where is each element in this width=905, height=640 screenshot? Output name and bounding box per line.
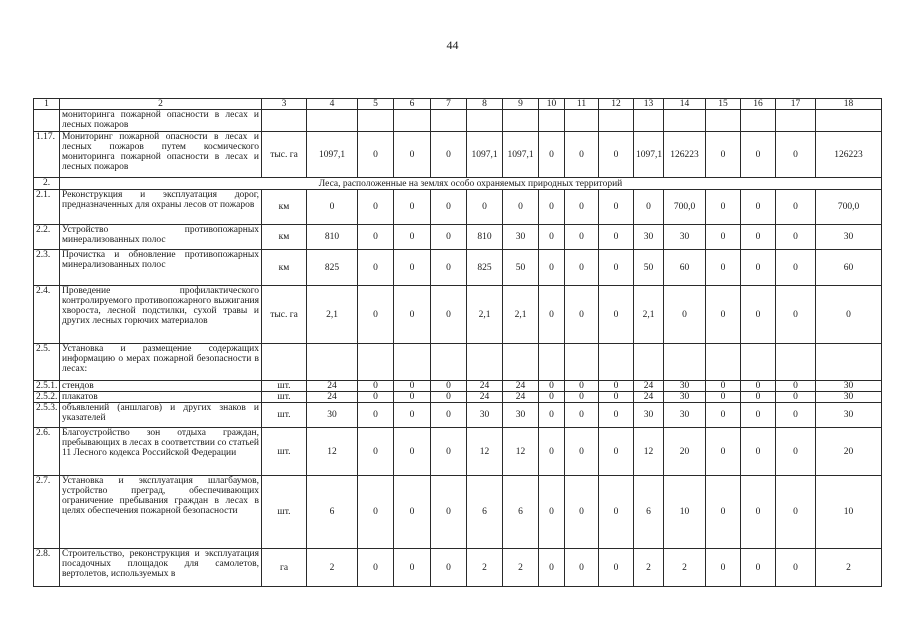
- value-cell: 0: [741, 428, 776, 476]
- value-cell: 0: [599, 132, 634, 178]
- value-cell: 12: [634, 428, 664, 476]
- row-number: 2.8.: [34, 549, 60, 587]
- value-cell: 810: [467, 225, 503, 250]
- value-cell: 0: [741, 190, 776, 225]
- value-cell: 24: [634, 392, 664, 403]
- value-cell: 0: [599, 190, 634, 225]
- row-number: 2.5.3.: [34, 403, 60, 428]
- value-cell: 2: [634, 549, 664, 587]
- unit-cell: тыс. га: [262, 286, 307, 344]
- value-cell: 0: [706, 549, 741, 587]
- column-header: 14: [664, 99, 706, 110]
- row-number: 2.5.: [34, 344, 60, 381]
- value-cell: 0: [431, 190, 467, 225]
- row-number: 2.5.2.: [34, 392, 60, 403]
- measure-name: плакатов: [60, 392, 262, 403]
- value-cell: [503, 110, 539, 132]
- value-cell: 0: [706, 428, 741, 476]
- value-cell: 126223: [816, 132, 882, 178]
- value-cell: [394, 110, 431, 132]
- value-cell: 0: [539, 549, 565, 587]
- unit-cell: шт.: [262, 381, 307, 392]
- table-row: [34, 428, 882, 476]
- value-cell: 0: [706, 286, 741, 344]
- value-cell: 10: [664, 476, 706, 549]
- value-cell: 0: [599, 392, 634, 403]
- value-cell: 0: [394, 225, 431, 250]
- value-cell: 30: [816, 381, 882, 392]
- value-cell: 0: [431, 428, 467, 476]
- value-cell: 24: [503, 392, 539, 403]
- column-header: 3: [262, 99, 307, 110]
- value-cell: 0: [358, 549, 394, 587]
- value-cell: 0: [776, 190, 816, 225]
- value-cell: 2: [503, 549, 539, 587]
- table-row: [34, 225, 882, 250]
- value-cell: 24: [307, 381, 358, 392]
- value-cell: 0: [358, 132, 394, 178]
- value-cell: 6: [503, 476, 539, 549]
- row-number: 2.1.: [34, 190, 60, 225]
- value-cell: 1097,1: [467, 132, 503, 178]
- value-cell: 6: [467, 476, 503, 549]
- value-cell: 0: [741, 392, 776, 403]
- value-cell: [307, 110, 358, 132]
- value-cell: [664, 110, 706, 132]
- unit-cell: [262, 344, 307, 381]
- value-cell: 0: [358, 403, 394, 428]
- value-cell: [467, 110, 503, 132]
- value-cell: 60: [816, 250, 882, 286]
- table-row: [34, 549, 882, 587]
- value-cell: [599, 344, 634, 381]
- value-cell: [706, 110, 741, 132]
- value-cell: 0: [741, 225, 776, 250]
- value-cell: 0: [358, 381, 394, 392]
- value-cell: 24: [467, 381, 503, 392]
- value-cell: 0: [599, 225, 634, 250]
- value-cell: 30: [634, 403, 664, 428]
- unit-cell: км: [262, 190, 307, 225]
- value-cell: 0: [431, 225, 467, 250]
- value-cell: [307, 344, 358, 381]
- unit-cell: шт.: [262, 428, 307, 476]
- section-row: [34, 178, 882, 190]
- unit-cell: шт.: [262, 476, 307, 549]
- value-cell: 825: [307, 250, 358, 286]
- value-cell: 0: [358, 190, 394, 225]
- value-cell: 0: [565, 476, 599, 549]
- value-cell: 0: [467, 190, 503, 225]
- value-cell: 0: [741, 132, 776, 178]
- value-cell: 700,0: [664, 190, 706, 225]
- value-cell: 0: [565, 132, 599, 178]
- row-number: 2.3.: [34, 250, 60, 286]
- table-row: [34, 110, 882, 132]
- value-cell: 2,1: [634, 286, 664, 344]
- value-cell: 0: [565, 428, 599, 476]
- value-cell: 2: [307, 549, 358, 587]
- value-cell: 0: [706, 476, 741, 549]
- value-cell: 0: [599, 250, 634, 286]
- value-cell: 30: [467, 403, 503, 428]
- value-cell: 2,1: [503, 286, 539, 344]
- value-cell: [565, 110, 599, 132]
- unit-cell: км: [262, 250, 307, 286]
- page-number: 44: [446, 38, 459, 52]
- value-cell: 0: [706, 381, 741, 392]
- value-cell: [431, 344, 467, 381]
- unit-cell: тыс. га: [262, 132, 307, 178]
- value-cell: 0: [358, 225, 394, 250]
- unit-cell: шт.: [262, 392, 307, 403]
- value-cell: 0: [539, 190, 565, 225]
- value-cell: 0: [394, 403, 431, 428]
- table-row: [34, 344, 882, 381]
- value-cell: 0: [358, 428, 394, 476]
- value-cell: 0: [431, 392, 467, 403]
- value-cell: 0: [358, 286, 394, 344]
- row-number: 2.2.: [34, 225, 60, 250]
- value-cell: 0: [358, 392, 394, 403]
- value-cell: 0: [599, 403, 634, 428]
- table-row: [34, 190, 882, 225]
- value-cell: 0: [741, 549, 776, 587]
- value-cell: 0: [565, 403, 599, 428]
- value-cell: 0: [706, 190, 741, 225]
- value-cell: 0: [394, 392, 431, 403]
- value-cell: 0: [776, 476, 816, 549]
- value-cell: [431, 110, 467, 132]
- measure-name: Устройство противопожарных минерализованных полос: [60, 225, 262, 250]
- value-cell: 10: [816, 476, 882, 549]
- measure-name: стендов: [60, 381, 262, 392]
- value-cell: 24: [307, 392, 358, 403]
- value-cell: 50: [503, 250, 539, 286]
- value-cell: 2: [467, 549, 503, 587]
- value-cell: [664, 344, 706, 381]
- value-cell: 0: [599, 549, 634, 587]
- table-row: [34, 250, 882, 286]
- value-cell: 0: [776, 381, 816, 392]
- value-cell: 0: [539, 381, 565, 392]
- value-cell: [706, 344, 741, 381]
- value-cell: 0: [539, 403, 565, 428]
- value-cell: 0: [431, 250, 467, 286]
- value-cell: 0: [358, 476, 394, 549]
- value-cell: 0: [431, 549, 467, 587]
- column-header: 6: [394, 99, 431, 110]
- value-cell: 0: [539, 225, 565, 250]
- table-row: [34, 132, 882, 178]
- value-cell: 50: [634, 250, 664, 286]
- column-header: 8: [467, 99, 503, 110]
- value-cell: [467, 344, 503, 381]
- value-cell: [503, 344, 539, 381]
- value-cell: 0: [706, 403, 741, 428]
- column-header: 2: [60, 99, 262, 110]
- value-cell: 700,0: [816, 190, 882, 225]
- value-cell: 30: [816, 225, 882, 250]
- value-cell: 2,1: [307, 286, 358, 344]
- column-header: 15: [706, 99, 741, 110]
- value-cell: 12: [503, 428, 539, 476]
- value-cell: 0: [394, 476, 431, 549]
- measure-name: Благоустройство зон отдыха граждан, пребывающих в лесах в соответствии со статьей 11 Лесного кодекса Российской Федерации: [60, 428, 262, 476]
- value-cell: 6: [307, 476, 358, 549]
- value-cell: 0: [776, 428, 816, 476]
- measure-name: объявлений (аншлагов) и других знаков и указателей: [60, 403, 262, 428]
- unit-cell: [262, 110, 307, 132]
- value-cell: 0: [394, 381, 431, 392]
- value-cell: 24: [634, 381, 664, 392]
- column-header: 12: [599, 99, 634, 110]
- column-header: 9: [503, 99, 539, 110]
- value-cell: 30: [816, 403, 882, 428]
- table-row: [34, 476, 882, 549]
- table-row: [34, 286, 882, 344]
- column-header: 5: [358, 99, 394, 110]
- value-cell: 0: [431, 132, 467, 178]
- value-cell: 20: [816, 428, 882, 476]
- value-cell: 24: [503, 381, 539, 392]
- value-cell: 0: [431, 286, 467, 344]
- column-header: 4: [307, 99, 358, 110]
- value-cell: 1097,1: [307, 132, 358, 178]
- value-cell: 0: [539, 476, 565, 549]
- row-number: 2.7.: [34, 476, 60, 549]
- value-cell: 810: [307, 225, 358, 250]
- value-cell: [539, 110, 565, 132]
- value-cell: 12: [307, 428, 358, 476]
- value-cell: 0: [706, 250, 741, 286]
- table-row: [34, 392, 882, 403]
- value-cell: 0: [776, 403, 816, 428]
- value-cell: 825: [467, 250, 503, 286]
- value-cell: 0: [565, 190, 599, 225]
- forest-fire-measures-table: [33, 98, 882, 587]
- value-cell: 0: [394, 132, 431, 178]
- value-cell: 0: [741, 381, 776, 392]
- row-number: 1.17.: [34, 132, 60, 178]
- value-cell: 0: [706, 392, 741, 403]
- measure-name: Установка и эксплуатация шлагбаумов, устройство преград, обеспечивающих ограничение пребывания граждан в лесах в целях обеспечения пожарной безопасности: [60, 476, 262, 549]
- value-cell: [816, 110, 882, 132]
- value-cell: 0: [394, 250, 431, 286]
- value-cell: 2: [664, 549, 706, 587]
- value-cell: 0: [539, 132, 565, 178]
- value-cell: 30: [664, 403, 706, 428]
- measure-name: Проведение профилактического контролируемого противопожарного выжигания хвороста, лесной подстилки, сухой травы и других лесных горючих материалов: [60, 286, 262, 344]
- value-cell: 30: [307, 403, 358, 428]
- value-cell: 0: [565, 250, 599, 286]
- value-cell: 0: [394, 428, 431, 476]
- column-header: 1: [34, 99, 60, 110]
- value-cell: 12: [467, 428, 503, 476]
- value-cell: 0: [741, 403, 776, 428]
- value-cell: [394, 344, 431, 381]
- value-cell: 30: [816, 392, 882, 403]
- value-cell: [634, 110, 664, 132]
- value-cell: 0: [565, 381, 599, 392]
- value-cell: [741, 344, 776, 381]
- row-number: 2.6.: [34, 428, 60, 476]
- measure-name: Прочистка и обновление противопожарных минерализованных полос: [60, 250, 262, 286]
- value-cell: 0: [706, 132, 741, 178]
- value-cell: 60: [664, 250, 706, 286]
- value-cell: [358, 344, 394, 381]
- value-cell: 2,1: [467, 286, 503, 344]
- unit-cell: км: [262, 225, 307, 250]
- row-number: 2.5.1.: [34, 381, 60, 392]
- value-cell: 0: [776, 250, 816, 286]
- column-header: 7: [431, 99, 467, 110]
- value-cell: 0: [431, 381, 467, 392]
- value-cell: 24: [467, 392, 503, 403]
- column-header: 17: [776, 99, 816, 110]
- column-header: 10: [539, 99, 565, 110]
- value-cell: 0: [599, 476, 634, 549]
- section-title: Леса, расположенные на землях особо охраняемых природных территорий: [60, 178, 882, 190]
- value-cell: 0: [776, 549, 816, 587]
- table-row: [34, 381, 882, 392]
- value-cell: [539, 344, 565, 381]
- value-cell: [358, 110, 394, 132]
- value-cell: 0: [358, 250, 394, 286]
- row-number: 2.4.: [34, 286, 60, 344]
- value-cell: 0: [816, 286, 882, 344]
- value-cell: [565, 344, 599, 381]
- value-cell: 0: [741, 476, 776, 549]
- table-header-row: [34, 99, 882, 110]
- value-cell: 30: [664, 392, 706, 403]
- column-header: 13: [634, 99, 664, 110]
- value-cell: 0: [394, 190, 431, 225]
- value-cell: 0: [431, 476, 467, 549]
- value-cell: [816, 344, 882, 381]
- table-row: [34, 403, 882, 428]
- value-cell: 0: [503, 190, 539, 225]
- value-cell: 0: [431, 403, 467, 428]
- section-number: 2.: [34, 178, 60, 190]
- value-cell: 0: [634, 190, 664, 225]
- value-cell: 0: [565, 392, 599, 403]
- value-cell: 30: [634, 225, 664, 250]
- value-cell: 0: [741, 250, 776, 286]
- value-cell: 0: [539, 286, 565, 344]
- value-cell: 2: [816, 549, 882, 587]
- value-cell: 0: [307, 190, 358, 225]
- unit-cell: га: [262, 549, 307, 587]
- value-cell: 0: [706, 225, 741, 250]
- value-cell: 0: [776, 132, 816, 178]
- value-cell: 30: [503, 403, 539, 428]
- column-header: 18: [816, 99, 882, 110]
- value-cell: 0: [776, 225, 816, 250]
- value-cell: 0: [539, 428, 565, 476]
- value-cell: 30: [503, 225, 539, 250]
- value-cell: 0: [565, 549, 599, 587]
- measure-name: мониторинга пожарной опасности в лесах и лесных пожаров: [60, 110, 262, 132]
- value-cell: 6: [634, 476, 664, 549]
- value-cell: [776, 344, 816, 381]
- measure-name: Мониторинг пожарной опасности в лесах и лесных пожаров путем космического мониторинга пожарной опасности в лесах и лесных пожаров: [60, 132, 262, 178]
- table-body: [34, 99, 882, 587]
- value-cell: [776, 110, 816, 132]
- value-cell: 0: [565, 225, 599, 250]
- value-cell: 1097,1: [503, 132, 539, 178]
- value-cell: 0: [776, 286, 816, 344]
- value-cell: [634, 344, 664, 381]
- value-cell: 0: [539, 392, 565, 403]
- value-cell: 126223: [664, 132, 706, 178]
- value-cell: 1097,1: [634, 132, 664, 178]
- value-cell: 0: [776, 392, 816, 403]
- measure-name: Установка и размещение содержащих информацию о мерах пожарной безопасности в лесах:: [60, 344, 262, 381]
- value-cell: 0: [741, 286, 776, 344]
- value-cell: 30: [664, 225, 706, 250]
- value-cell: 20: [664, 428, 706, 476]
- measure-name: Реконструкция и эксплуатация дорог, предназначенных для охраны лесов от пожаров: [60, 190, 262, 225]
- value-cell: 0: [599, 428, 634, 476]
- row-number: [34, 110, 60, 132]
- column-header: 16: [741, 99, 776, 110]
- value-cell: 0: [599, 286, 634, 344]
- value-cell: [741, 110, 776, 132]
- unit-cell: шт.: [262, 403, 307, 428]
- measure-name: Строительство, реконструкция и эксплуатация посадочных площадок для самолетов, вертолетов, используемых в: [60, 549, 262, 587]
- value-cell: 0: [394, 549, 431, 587]
- value-cell: 0: [599, 381, 634, 392]
- value-cell: 30: [664, 381, 706, 392]
- value-cell: 0: [539, 250, 565, 286]
- value-cell: [599, 110, 634, 132]
- value-cell: 0: [394, 286, 431, 344]
- value-cell: 0: [565, 286, 599, 344]
- value-cell: 0: [664, 286, 706, 344]
- column-header: 11: [565, 99, 599, 110]
